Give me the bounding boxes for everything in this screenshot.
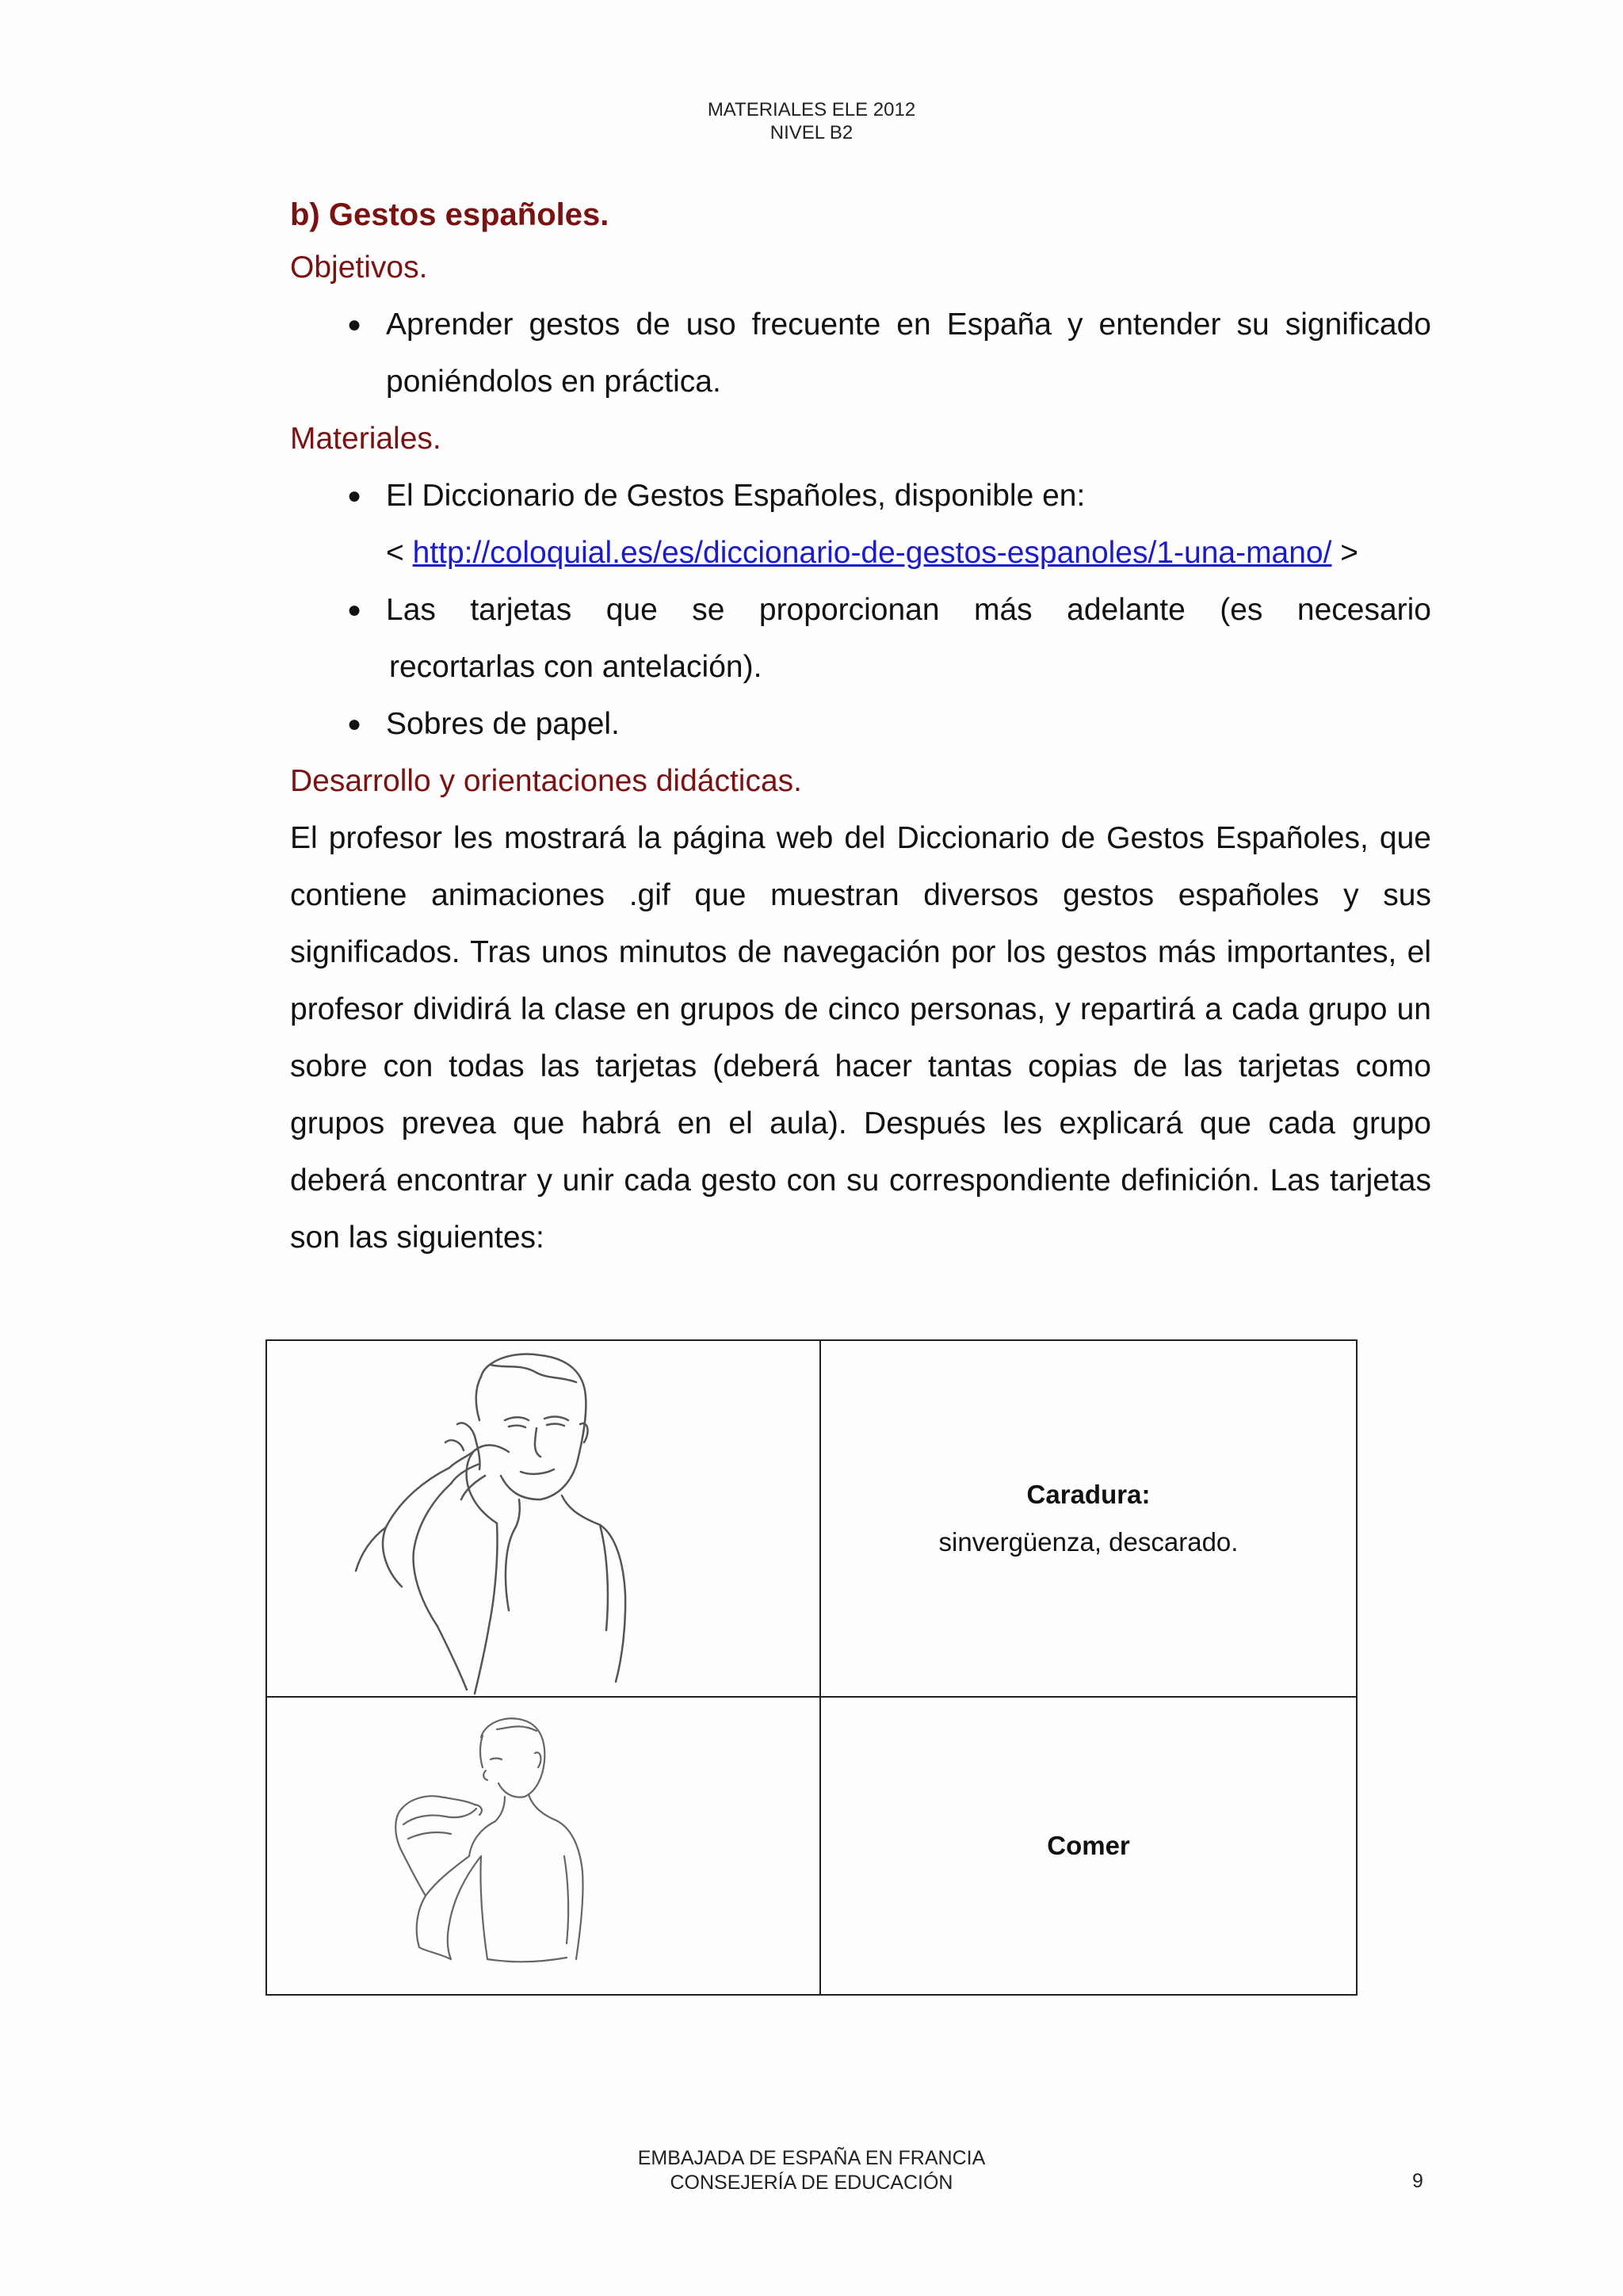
table-row [266, 1340, 1357, 1697]
dictionary-link[interactable]: http://coloquial.es/es/diccionario-de-gestos-espanoles/1-una-mano/ [412, 536, 1332, 570]
card-title: Caradura: [1026, 1480, 1151, 1509]
gesture-card-image [266, 1340, 820, 1697]
link-suffix: > [1331, 536, 1359, 570]
page-number: 9 [1412, 2170, 1423, 2192]
main-content [290, 190, 1431, 1266]
gesture-card-image [266, 1697, 820, 1995]
header-level: NIVEL B2 [769, 122, 854, 143]
section-title: b) Gestos españoles. [290, 197, 609, 232]
development-heading: Desarrollo y orientaciones didácticas. [290, 764, 802, 798]
materials-list [290, 468, 1431, 753]
card-description: sinvergüenza, descarado. [938, 1527, 1239, 1557]
gesture-card-definition [820, 1697, 1357, 1995]
objectives-heading: Objetivos. [290, 250, 428, 285]
gesture-cards-table [265, 1339, 1358, 1996]
header-title: MATERIALES ELE 2012 [707, 99, 916, 120]
objective-line: poniéndolos en práctica. [386, 365, 721, 399]
page-footer [0, 2146, 1623, 2195]
list-item [290, 582, 1431, 696]
gesture-card-definition [820, 1340, 1357, 1697]
material-line: Sobres de papel. [386, 707, 620, 741]
materials-heading: Materiales. [290, 422, 441, 456]
footer-ministry: CONSEJERÍA DE EDUCACIÓN [670, 2172, 953, 2194]
list-item [290, 296, 1431, 411]
material-line: Las tarjetas que se proporcionan más adelante (es necesario [386, 593, 1431, 627]
objective-line: Aprender gestos de uso frecuente en España y entender su significado [386, 308, 1431, 342]
page-header [0, 98, 1623, 144]
material-line: El Diccionario de Gestos Españoles, disponible en: [386, 479, 1086, 513]
bullet-icon: ● [347, 597, 362, 623]
card-title: Comer [1047, 1831, 1130, 1860]
footer-embassy: EMBAJADA DE ESPAÑA EN FRANCIA [637, 2147, 986, 2169]
objectives-list [290, 296, 1431, 411]
list-item [290, 696, 1431, 753]
caradura-gesture-illustration [267, 1341, 819, 1696]
development-paragraph: El profesor les mostrará la página web del Diccionario de Gestos Españoles, que contiene animaciones .gif que muestran diversos gestos españoles y sus significados. Tras unos minutos de navegación por los gestos más importantes, el profesor dividirá la clase en grupos de cinco personas, y repartirá a cada grupo un sobre con todas las tarjetas (deberá hacer tantas copias de las tarjetas como grupos prevea que habrá en el aula). Después les explicará que cada grupo deberá encontrar y unir cada gesto con su correspondiente definición. Las tarjetas son las siguientes: [290, 821, 1431, 1255]
comer-gesture-illustration [267, 1698, 819, 1994]
bullet-icon: ● [347, 483, 362, 509]
material-line: recortarlas con antelación). [389, 650, 762, 684]
list-item [290, 468, 1431, 582]
link-prefix: < [386, 536, 413, 570]
bullet-icon: ● [347, 311, 362, 338]
bullet-icon: ● [347, 711, 362, 737]
table-row [266, 1697, 1357, 1995]
